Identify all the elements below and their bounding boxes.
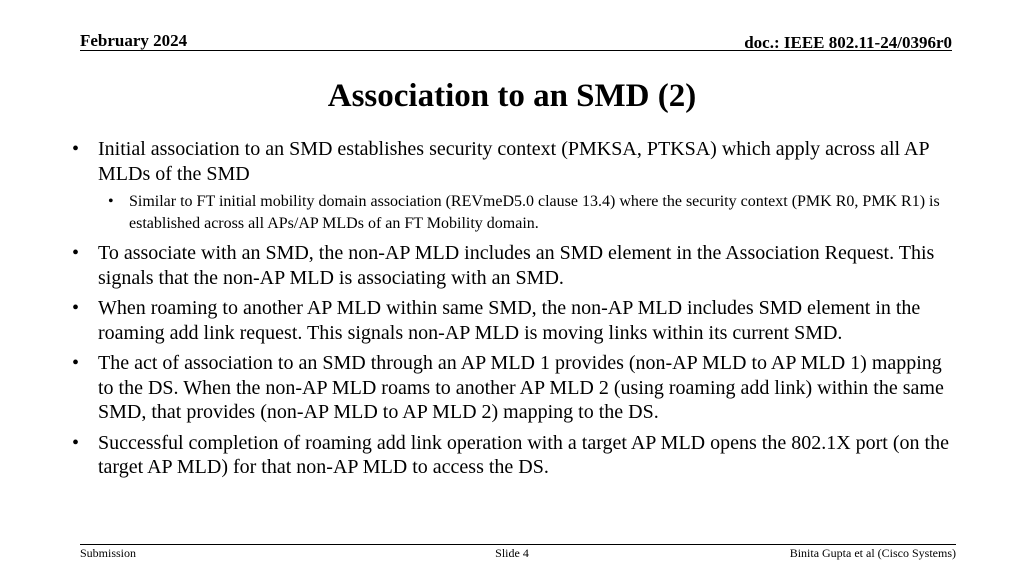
slide-title: Association to an SMD (2) (327, 78, 697, 114)
footer-author: Binita Gupta et al (Cisco Systems) (789, 546, 956, 560)
bullet-marker: • (72, 297, 80, 319)
slide-body (68, 137, 960, 486)
bullet-3 (68, 296, 960, 345)
bullet-marker: • (72, 242, 80, 264)
bullet-2 (68, 241, 960, 290)
header-divider (80, 50, 952, 51)
bullet-marker: • (72, 431, 80, 454)
sub-bullet-1-text: Similar to FT initial mobility domain association (REVmeD5.0 clause 13.4) where the security context (PMK R0, PMK R1) is established across all APs/AP MLDs of an FT Mobility domain. (129, 193, 940, 232)
header-date: February 2024 (80, 31, 188, 50)
bullet-4-text: The act of association to an SMD through an AP MLD 1 provides (non-AP MLD to AP MLD 1) mapping to the DS. When the non-AP MLD roams to another AP MLD 2 (using roaming add link) within the same SMD, that provides (non-AP MLD to AP MLD 2) mapping to the DS. (98, 352, 944, 423)
bullet-marker: • (72, 138, 80, 160)
footer-submission: Submission (80, 546, 137, 560)
bullet-5-text: Successful completion of roaming add link operation with a target AP MLD opens the 802.1X port (on the target AP MLD) for that non-AP MLD to access the DS. (98, 431, 949, 478)
bullet-2-text: To associate with an SMD, the non-AP MLD includes an SMD element in the Association Request. This signals that the non-AP MLD is associating with an SMD. (98, 242, 935, 289)
sub-bullet-1 (68, 191, 960, 235)
bullet-1-text: Initial association to an SMD establishes security context (PMKSA, PTKSA) which apply across all AP MLDs of the SMD (98, 138, 929, 185)
bullet-4 (68, 351, 960, 425)
bullet-3-text: When roaming to another AP MLD within same SMD, the non-AP MLD includes SMD element in the roaming add link request. This signals non-AP MLD is moving links within its current SMD. (98, 297, 921, 344)
footer-divider (80, 544, 956, 545)
bullet-marker: • (108, 193, 114, 210)
bullet-5 (68, 431, 960, 480)
header-doc-id: doc.: IEEE 802.11-24/0396r0 (744, 33, 952, 52)
footer-slide-number: Slide 4 (495, 546, 529, 560)
bullet-marker: • (72, 352, 80, 374)
bullet-1 (68, 137, 960, 186)
